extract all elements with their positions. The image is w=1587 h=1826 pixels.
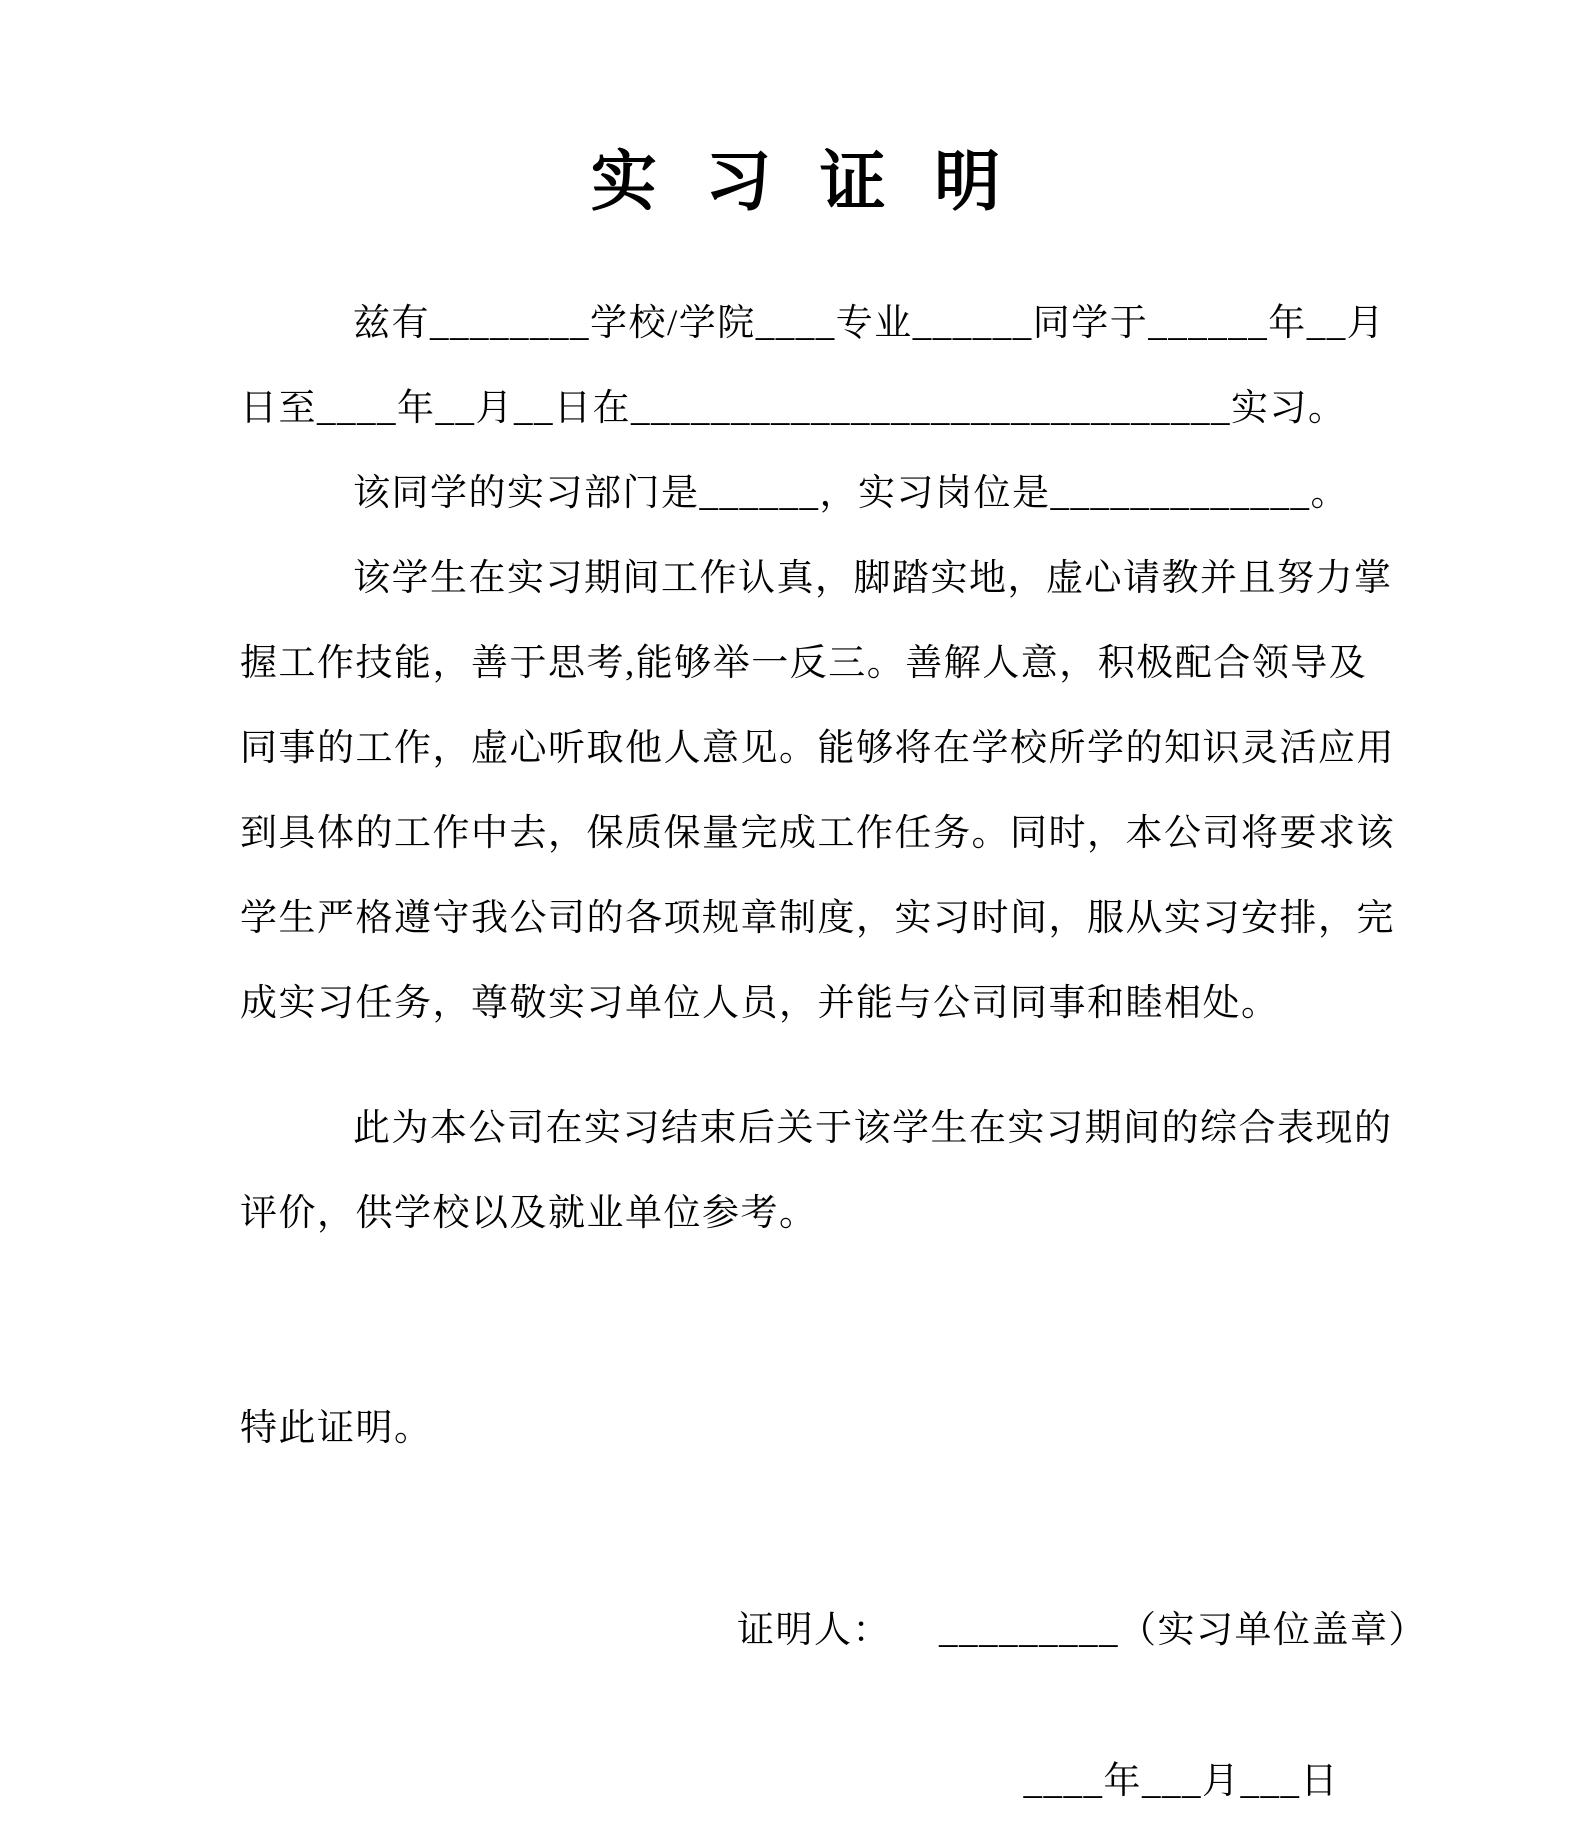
paragraph-line: 该同学的实习部门是______，实习岗位是_____________。	[353, 473, 1349, 514]
certifier-signature-blank: _________	[939, 1610, 1119, 1651]
paragraph-line: 兹有________学校/学院____专业______同学于______年__月	[353, 303, 1386, 344]
paragraph-line: 日至____年__月__日在______________________________实习。	[240, 388, 1347, 429]
paragraph-department-position	[240, 451, 1367, 536]
paragraph-line: 握工作技能，善于思考,能够举一反三。善解人意，积极配合领导及	[240, 643, 1368, 684]
paragraph-student-info	[240, 281, 1386, 451]
certifier-label: 证明人：	[737, 1610, 891, 1651]
paragraph-line: 特此证明。	[240, 1408, 433, 1449]
paragraph-performance-evaluation	[240, 536, 1395, 1046]
stamp-note: （实习单位盖章）	[1119, 1610, 1427, 1651]
paragraph-line: 该学生在实习期间工作认真，脚踏实地，虚心请教并且努力掌	[353, 558, 1393, 599]
certificate-content	[0, 146, 1587, 1824]
paragraph-hereby-certify	[240, 1386, 1367, 1471]
date-row	[240, 1739, 1367, 1824]
paragraph-line: 评价，供学校以及就业单位参考。	[240, 1193, 818, 1234]
paragraph-line: 到具体的工作中去，保质保量完成工作任务。同时，本公司将要求该	[240, 813, 1395, 854]
paragraph-line: 此为本公司在实习结束后关于该学生在实习期间的综合表现的	[353, 1108, 1393, 1149]
paragraph-line: 学生严格遵守我公司的各项规章制度，实习时间，服从实习安排，完	[240, 898, 1395, 939]
signature-row	[240, 1588, 1427, 1673]
paragraph-line: 成实习任务，尊敬实习单位人员，并能与公司同事和睦相处。	[240, 983, 1280, 1024]
paragraph-line: 同事的工作，虚心听取他人意见。能够将在学校所学的知识灵活应用	[240, 728, 1395, 769]
certificate-title: 实 习 证 明	[590, 146, 1017, 219]
date-blank-line: ____年___月___日	[1023, 1761, 1339, 1802]
paragraph-summary-note	[240, 1086, 1393, 1256]
